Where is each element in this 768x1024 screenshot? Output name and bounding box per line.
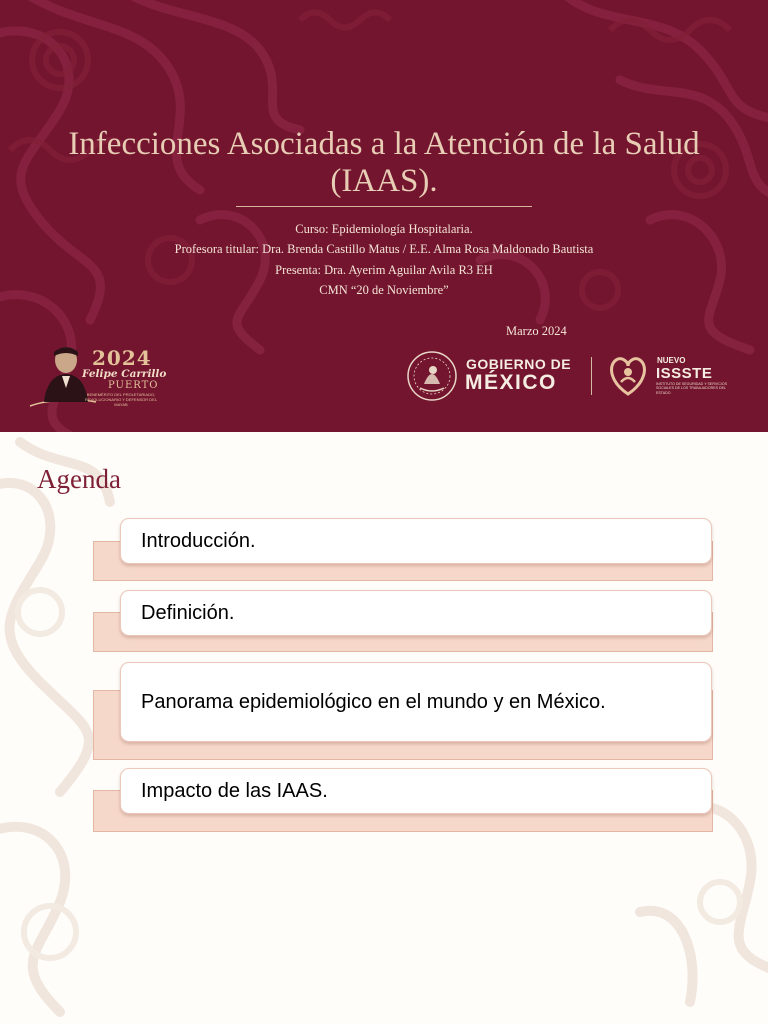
gobierno-line2: MÉXICO [465, 371, 557, 394]
presenter-text: Presenta: Dra. Ayerim Aguilar Avila R3 EH [275, 263, 493, 277]
agenda-item-impacto: Impacto de las IAAS. [120, 768, 712, 814]
mexico-seal-icon [406, 350, 458, 402]
issste-nuevo: NUEVO [657, 356, 686, 365]
logo-separator [591, 357, 592, 395]
logo-year: 2024 [92, 346, 152, 370]
logo-name: Felipe Carrillo [82, 368, 167, 380]
logo-subtitle: BENEMÉRITO DEL PROLETARIADO, REVOLUCIONARIO Y DEFENSOR DEL MAYAB [84, 392, 158, 407]
issste-name: ISSSTE [656, 365, 713, 382]
course-text: Curso: Epidemiología Hospitalaria. [295, 222, 473, 236]
professor-text: Profesora titular: Dra. Brenda Castillo Matus / E.E. Alma Rosa Maldonado Bautista [174, 242, 594, 256]
center-text: CMN “20 de Noviembre” [319, 283, 449, 297]
issste-subtitle: INSTITUTO DE SEGURIDAD Y SERVICIOS SOCIALES DE LOS TRABAJADORES DEL ESTADO [656, 382, 728, 395]
agenda-item-definicion: Definición. [120, 590, 712, 636]
agenda-title: Agenda [37, 464, 121, 494]
agenda-item-introduccion: Introducción. [120, 518, 712, 564]
date-text: Marzo 2024 [506, 324, 567, 338]
issste-logo-icon [604, 352, 652, 398]
title-slide [0, 0, 768, 432]
logo-place: PUERTO [108, 380, 159, 391]
title-divider [236, 206, 532, 207]
gobierno-line1: GOBIERNO DE [466, 356, 572, 372]
agenda-item-panorama: Panorama epidemiológico en el mundo y en México. [120, 662, 712, 742]
slide-title: Infecciones Asociadas a la Atención de la Salud (IAAS). [68, 126, 700, 199]
